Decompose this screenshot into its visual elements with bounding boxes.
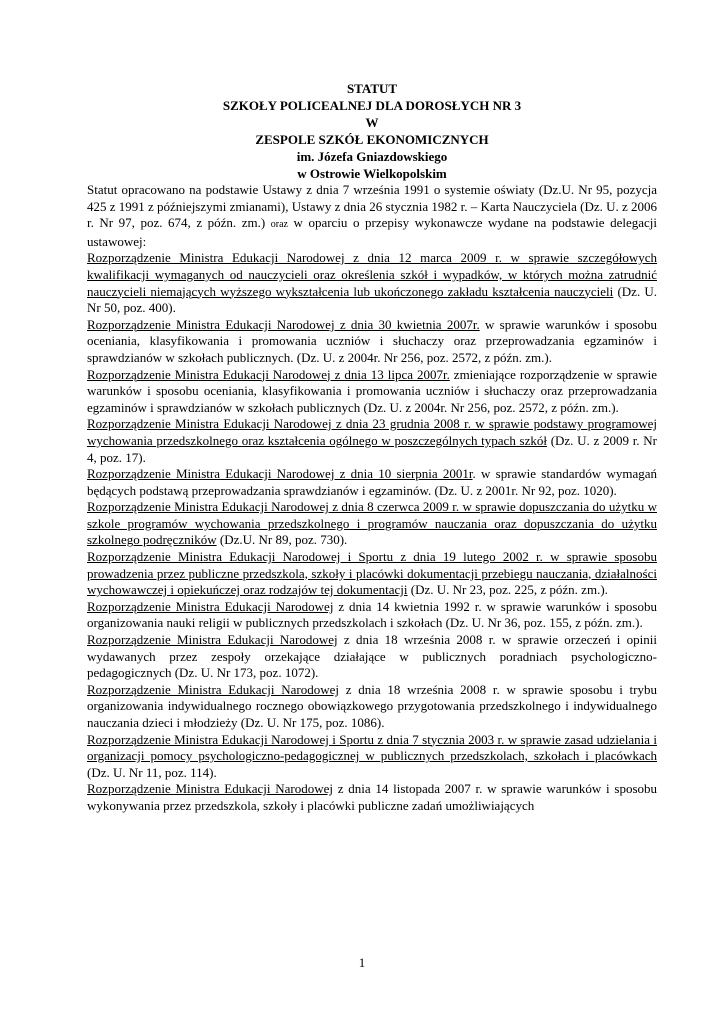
regulation-item	[87, 416, 657, 466]
intro-text-2: w oparciu o przepisy wykonawcze wydane na podstawie delegacji ustawowej:	[87, 215, 657, 249]
regulation-text: (Dz. U. Nr 50, poz. 400).	[87, 283, 657, 316]
regulation-text: z dnia 18 września 2008 r. w sprawie orzeczeń i opinii wydawanych przez zespoły orzekające działające w publicznych poradniach psychologiczno-pedagogicznych (Dz. U. Nr 173, poz. 1072).	[87, 632, 657, 681]
regulation-item	[87, 499, 657, 549]
regulation-title: Rozporządzenie Ministra Edukacji Narodowej z dnia 10 sierpnia 2001r	[87, 466, 473, 482]
intro-text-1: Statut opracowano na podstawie Ustawy z dnia 7 września 1991 o systemie oświaty (Dz.U. Nr 95, pozycja 425 z 1991 z późniejszymi zmianami), Ustawy z dnia 26 stycznia 1982 r. – Karta Nauczyciela (Dz. U. z 2006 r. Nr 97, poz. 674, z późn. zm.)	[87, 182, 658, 231]
title-line-city: w Ostrowie Wielkopolskim	[297, 166, 447, 181]
title-line-complex: ZESPOLE SZKÓŁ EKONOMICZNYCH	[255, 132, 489, 147]
regulation-title: Rozporządzenie Ministra Edukacji Narodowej	[87, 681, 340, 697]
regulation-title: Rozporządzenie Ministra Edukacji Narodowej i Sportu z dnia 19 lutego 2002 r. w sprawie sposobu prowadzenia przez publiczne przedszkola, szkoły i placówki dokumentacji przebiegu nauczania, działalności wychowawczej i opiekuńczej oraz rodzajów tej dokumentacji	[87, 549, 657, 598]
regulation-text: zmieniające rozporządzenie w sprawie warunków i sposobu oceniania, klasyfikowania i promowania uczniów i słuchaczy oraz przeprowadzania egzaminów i sprawdzianów w szkołach publicznych (Dz. U. z 2004r. Nr 256, poz. 2572, z późn. zm.).	[87, 366, 657, 415]
regulation-text: (Dz.U. Nr 89, poz. 730).	[216, 532, 348, 548]
title-line-patron: im. Józefa Gniazdowskiego	[296, 149, 448, 164]
regulation-text: z dnia 14 listopada 2007 r. w sprawie warunków i sposobu wykonywania przez przedszkola, szkoły i placówki publiczne zadań umożliwiających	[87, 781, 658, 813]
title-line-statut: STATUT	[346, 81, 398, 96]
regulation-text: w sprawie warunków i sposobu oceniania, klasyfikowania i promowania uczniów i słuchaczy oraz przeprowadzania egzaminów i sprawdzianów w szkołach publicznych. (Dz. U. z 2004r. Nr 256, poz. 2572, z późn. zm.).	[87, 316, 658, 365]
regulation-title: Rozporządzenie Ministra Edukacji Narodowej	[87, 598, 334, 614]
regulation-text: z dnia 18 września 2008 r. w sprawie sposobu i trybu organizowania indywidualnego rocznego obowiązkowego przygotowania przedszkolnego i indywidualnego nauczania dzieci i młodzieży (Dz. U. Nr 175, poz. 1086).	[87, 681, 658, 730]
regulation-item	[87, 549, 657, 599]
regulation-item	[87, 599, 657, 632]
intro-small-word: oraz	[270, 219, 288, 231]
regulation-text: (Dz. U. Nr 11, poz. 114).	[87, 764, 217, 780]
document-page	[87, 80, 657, 815]
regulation-item	[87, 732, 657, 782]
regulation-item	[87, 632, 657, 682]
regulation-title: Rozporządzenie Ministra Edukacji Narodowej i Sportu z dnia 7 stycznia 2003 r. w sprawie zasad udzielania i organizacji pomocy psychologiczno-pedagogicznej w publicznych przedszkolach, szkołach i placówkach	[87, 731, 657, 764]
regulation-title: Rozporządzenie Ministra Edukacji Narodowej z dnia 12 marca 2009 r. w sprawie szczegółowych kwalifikacji wymaganych od nauczycieli oraz określenia szkół i wypadków, w których można zatrudnić nauczycieli niemających wyższego wykształcenia lub ukończonego zakładu kształcenia nauczycieli	[87, 250, 657, 299]
regulation-title: Rozporządzenie Ministra Edukacji Narodowej z dnia 13 lipca 2007r.	[87, 366, 450, 382]
regulation-item	[87, 781, 657, 814]
regulation-item	[87, 250, 657, 316]
regulation-text: . w sprawie standardów wymagań będących podstawą przeprowadzania sprawdzianów i egzaminów. (Dz. U. z 2001r. Nr 92, poz. 1020).	[87, 466, 657, 498]
regulation-text: (Dz. U. Nr 23, poz. 225, z późn. zm.).	[407, 582, 608, 598]
regulation-title: Rozporządzenie Ministra Edukacji Narodowej z dnia 8 czerwca 2009 r. w sprawie dopuszczania do użytku w szkole programów wychowania przedszkolnego i programów nauczania oraz dopuszczania do użytku szkolnego podręczników	[87, 499, 657, 548]
intro-paragraph	[87, 182, 657, 250]
regulation-item	[87, 317, 657, 367]
regulation-title: Rozporządzenie Ministra Edukacji Narodowej	[87, 632, 338, 648]
title-line-w: W	[365, 115, 379, 130]
page-number: 1	[358, 955, 366, 970]
regulation-item	[87, 466, 657, 499]
regulation-item	[87, 367, 657, 417]
regulation-title: Rozporządzenie Ministra Edukacji Narodowej	[87, 781, 333, 797]
regulation-title: Rozporządzenie Ministra Edukacji Narodowej z dnia 30 kwietnia 2007r.	[87, 316, 480, 332]
document-title	[87, 80, 657, 182]
title-line-school: SZKOŁY POLICEALNEJ DLA DOROSŁYCH NR 3	[222, 98, 522, 113]
regulation-text: z dnia 14 kwietnia 1992 r. w sprawie warunków i sposobu organizowania nauki religii w publicznych przedszkolach i szkołach (Dz. U. Nr 36, poz. 155, z późn. zm.).	[87, 598, 657, 631]
regulation-title: Rozporządzenie Ministra Edukacji Narodowej z dnia 23 grudnia 2008 r. w sprawie podstawy programowej wychowania przedszkolnego oraz kształcenia ogólnego w poszczególnych typach szkół	[87, 416, 657, 448]
regulation-item	[87, 682, 657, 732]
regulation-text: (Dz. U. z 2009 r. Nr 4, poz. 17).	[87, 432, 657, 465]
